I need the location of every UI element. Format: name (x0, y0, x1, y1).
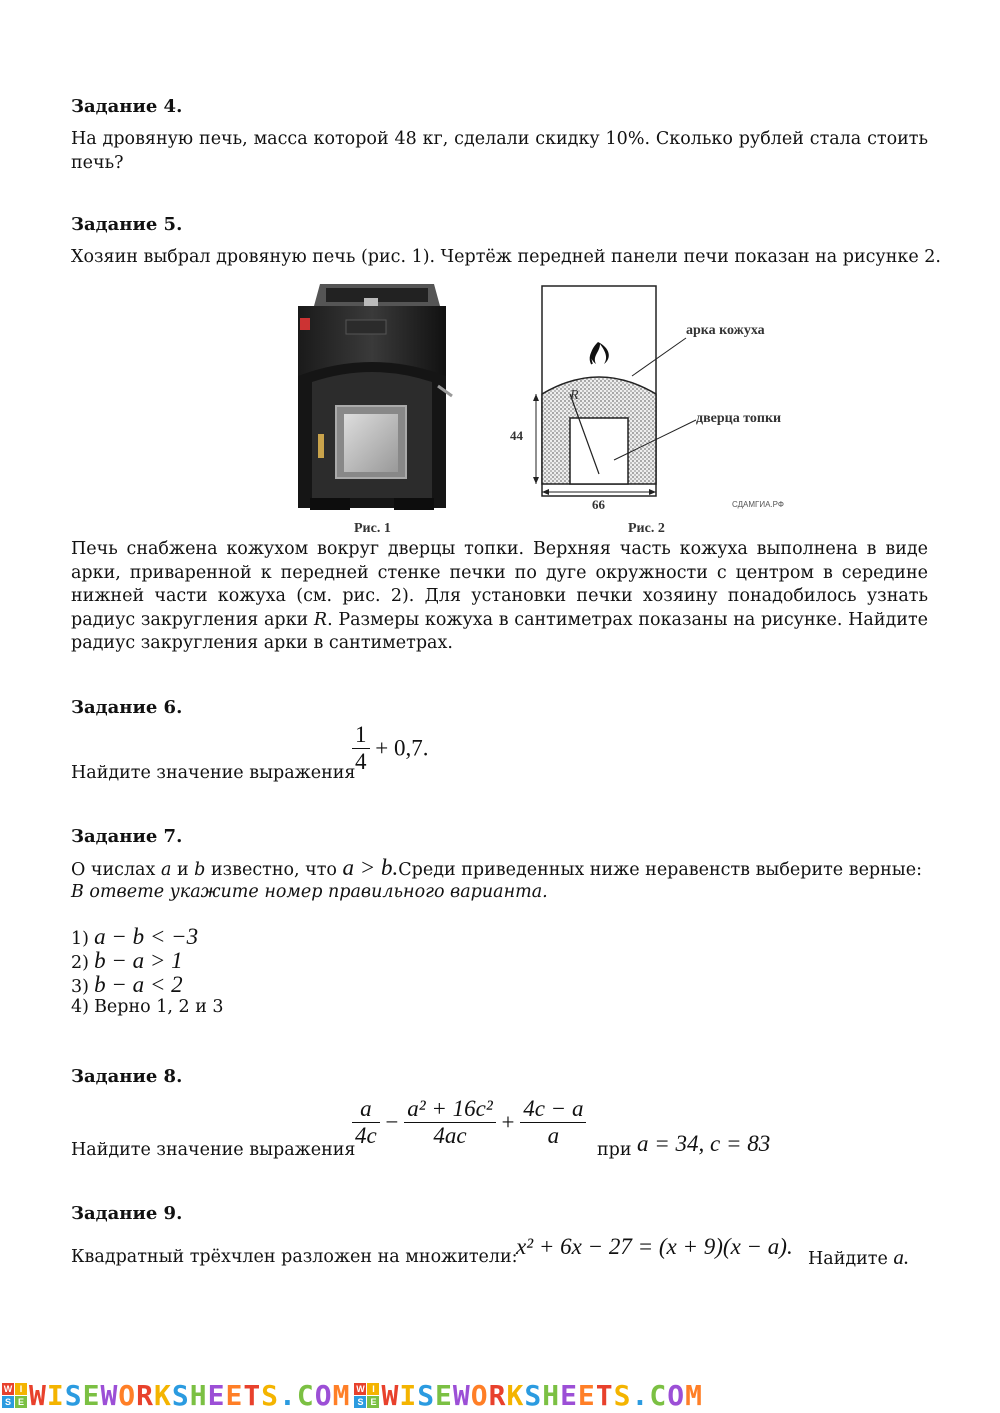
brand-letter: S (417, 1378, 436, 1412)
task9-equation: x² + 6x − 27 = (x + 9)(x − a). (516, 1234, 793, 1259)
fraction: $\frac{1}{4}$ (352, 722, 370, 775)
task5-var-R: R (313, 609, 328, 630)
brand-letter: H (542, 1378, 561, 1412)
brand-letter: . (279, 1378, 297, 1412)
stove-photo (284, 278, 464, 518)
task7-condition: a > b. (342, 855, 399, 880)
task6-heading: Задание 6. (71, 697, 183, 718)
brand-letter: E (207, 1378, 226, 1412)
task5-intro: Хозяин выбрал дровяную печь (рис. 1). Чертёж передней панели печи показан на рисунке 2. (71, 247, 941, 267)
brand-letter: I (399, 1378, 418, 1412)
brand-letter: R (488, 1378, 507, 1412)
task8-prompt: Найдите значение выражения (71, 1140, 356, 1160)
brand-letter: O (667, 1378, 686, 1412)
task5-heading: Задание 5. (71, 214, 183, 235)
brand-letter: W (100, 1378, 119, 1412)
task7-instruction: В ответе укажите номер правильного варианта. (71, 882, 548, 902)
brand-letter: K (154, 1378, 172, 1412)
task6-expression: $\frac{1}{4}$ + 0,7. (352, 722, 428, 775)
option-1[interactable]: 1) a − b < −3 (71, 924, 199, 949)
task7-heading: Задание 7. (71, 826, 183, 847)
brand-letter: T (243, 1378, 262, 1412)
brand-letter: O (118, 1378, 137, 1412)
task8-expression: $\frac{a}{4c}$ − $\frac{\text{a² + 16c²}}{4ac}$ + $\frac{4c - a}{a}$ (352, 1096, 586, 1149)
fig2-caption: Рис. 2 (628, 521, 665, 536)
fig1-caption: Рис. 1 (354, 521, 391, 536)
label-arch: арка кожуха (686, 323, 765, 338)
stove-drawing (500, 280, 810, 516)
label-radius: R (570, 388, 579, 403)
label-door: дверца топки (696, 411, 782, 426)
task7-options (71, 924, 224, 1020)
brand-letter: E (82, 1378, 101, 1412)
brand-letter: S (171, 1378, 190, 1412)
brand-letter: K (506, 1378, 525, 1412)
brand-letter: C (296, 1378, 315, 1412)
task6-prompt: Найдите значение выражения (71, 763, 356, 783)
brand-letter: C (649, 1378, 668, 1412)
brand-block-2 (354, 1378, 702, 1412)
logo-icon: W I S E (354, 1383, 379, 1408)
option-2[interactable]: 2) b − a > 1 (71, 948, 183, 973)
option-4[interactable]: 4) Верно 1, 2 и 3 (71, 997, 224, 1017)
brand-letter: . (631, 1378, 650, 1412)
task9-heading: Задание 9. (71, 1203, 183, 1224)
watermark: СДАМГИА.РФ (732, 500, 784, 509)
brand-letter: W (29, 1378, 47, 1412)
brand-letter: S (261, 1378, 280, 1412)
task8-when: при (597, 1140, 632, 1160)
brand-letter: M (685, 1378, 703, 1412)
brand-letter: R (136, 1378, 155, 1412)
brand-letter: S (613, 1378, 632, 1412)
task4-heading: Задание 4. (71, 96, 183, 117)
brand-letter: T (595, 1378, 614, 1412)
brand-text-2 (381, 1379, 702, 1412)
brand-letter: S (524, 1378, 543, 1412)
task7-text: О числах a и b известно, что a > b.Среди приведенных ниже неравенств выберите верные: (71, 855, 922, 880)
brand-letter: S (64, 1378, 83, 1412)
brand-letter: E (225, 1378, 244, 1412)
task9-ask: Найдите a. (808, 1245, 910, 1269)
task4-text: На дровяную печь, масса которой 48 кг, сделали скидку 10%. Сколько рублей стала стоить печь? (71, 129, 928, 173)
dim-width: 66 (592, 497, 605, 512)
footer-banner (2, 1378, 998, 1412)
brand-letter: H (189, 1378, 208, 1412)
option-3[interactable]: 3) b − a < 2 (71, 972, 183, 997)
task8-values: a = 34, c = 83 (637, 1131, 771, 1156)
brand-text-1 (29, 1379, 350, 1412)
brand-letter: I (46, 1378, 65, 1412)
logo-icon: W I S E (2, 1383, 27, 1408)
brand-letter: E (577, 1378, 596, 1412)
dim-height: 44 (510, 428, 523, 443)
task8-heading: Задание 8. (71, 1066, 183, 1087)
task9-prompt: Квадратный трёхчлен разложен на множители: (71, 1247, 518, 1267)
brand-letter: E (435, 1378, 453, 1412)
brand-letter: W (381, 1378, 400, 1412)
task5-body: Печь снабжена кожухом вокруг дверцы топки. Верхняя часть кожуха выполнена в виде арки, приваренной к передней стенке печки по дуге окружности с центром в середине нижней части кожуха (см. рис. 2). Для установки печки хозяину понадобилось узнать радиус закругления арки R. Размеры кожуха в сантиметрах показаны на рисунке. Найдите радиус закругления арки в сантиметрах. (71, 539, 928, 653)
brand-letter: M (332, 1378, 351, 1412)
brand-letter: W (452, 1378, 471, 1412)
brand-letter: O (470, 1378, 489, 1412)
brand-letter: O (314, 1378, 333, 1412)
brand-block-1 (2, 1378, 350, 1412)
brand-letter: E (560, 1378, 578, 1412)
